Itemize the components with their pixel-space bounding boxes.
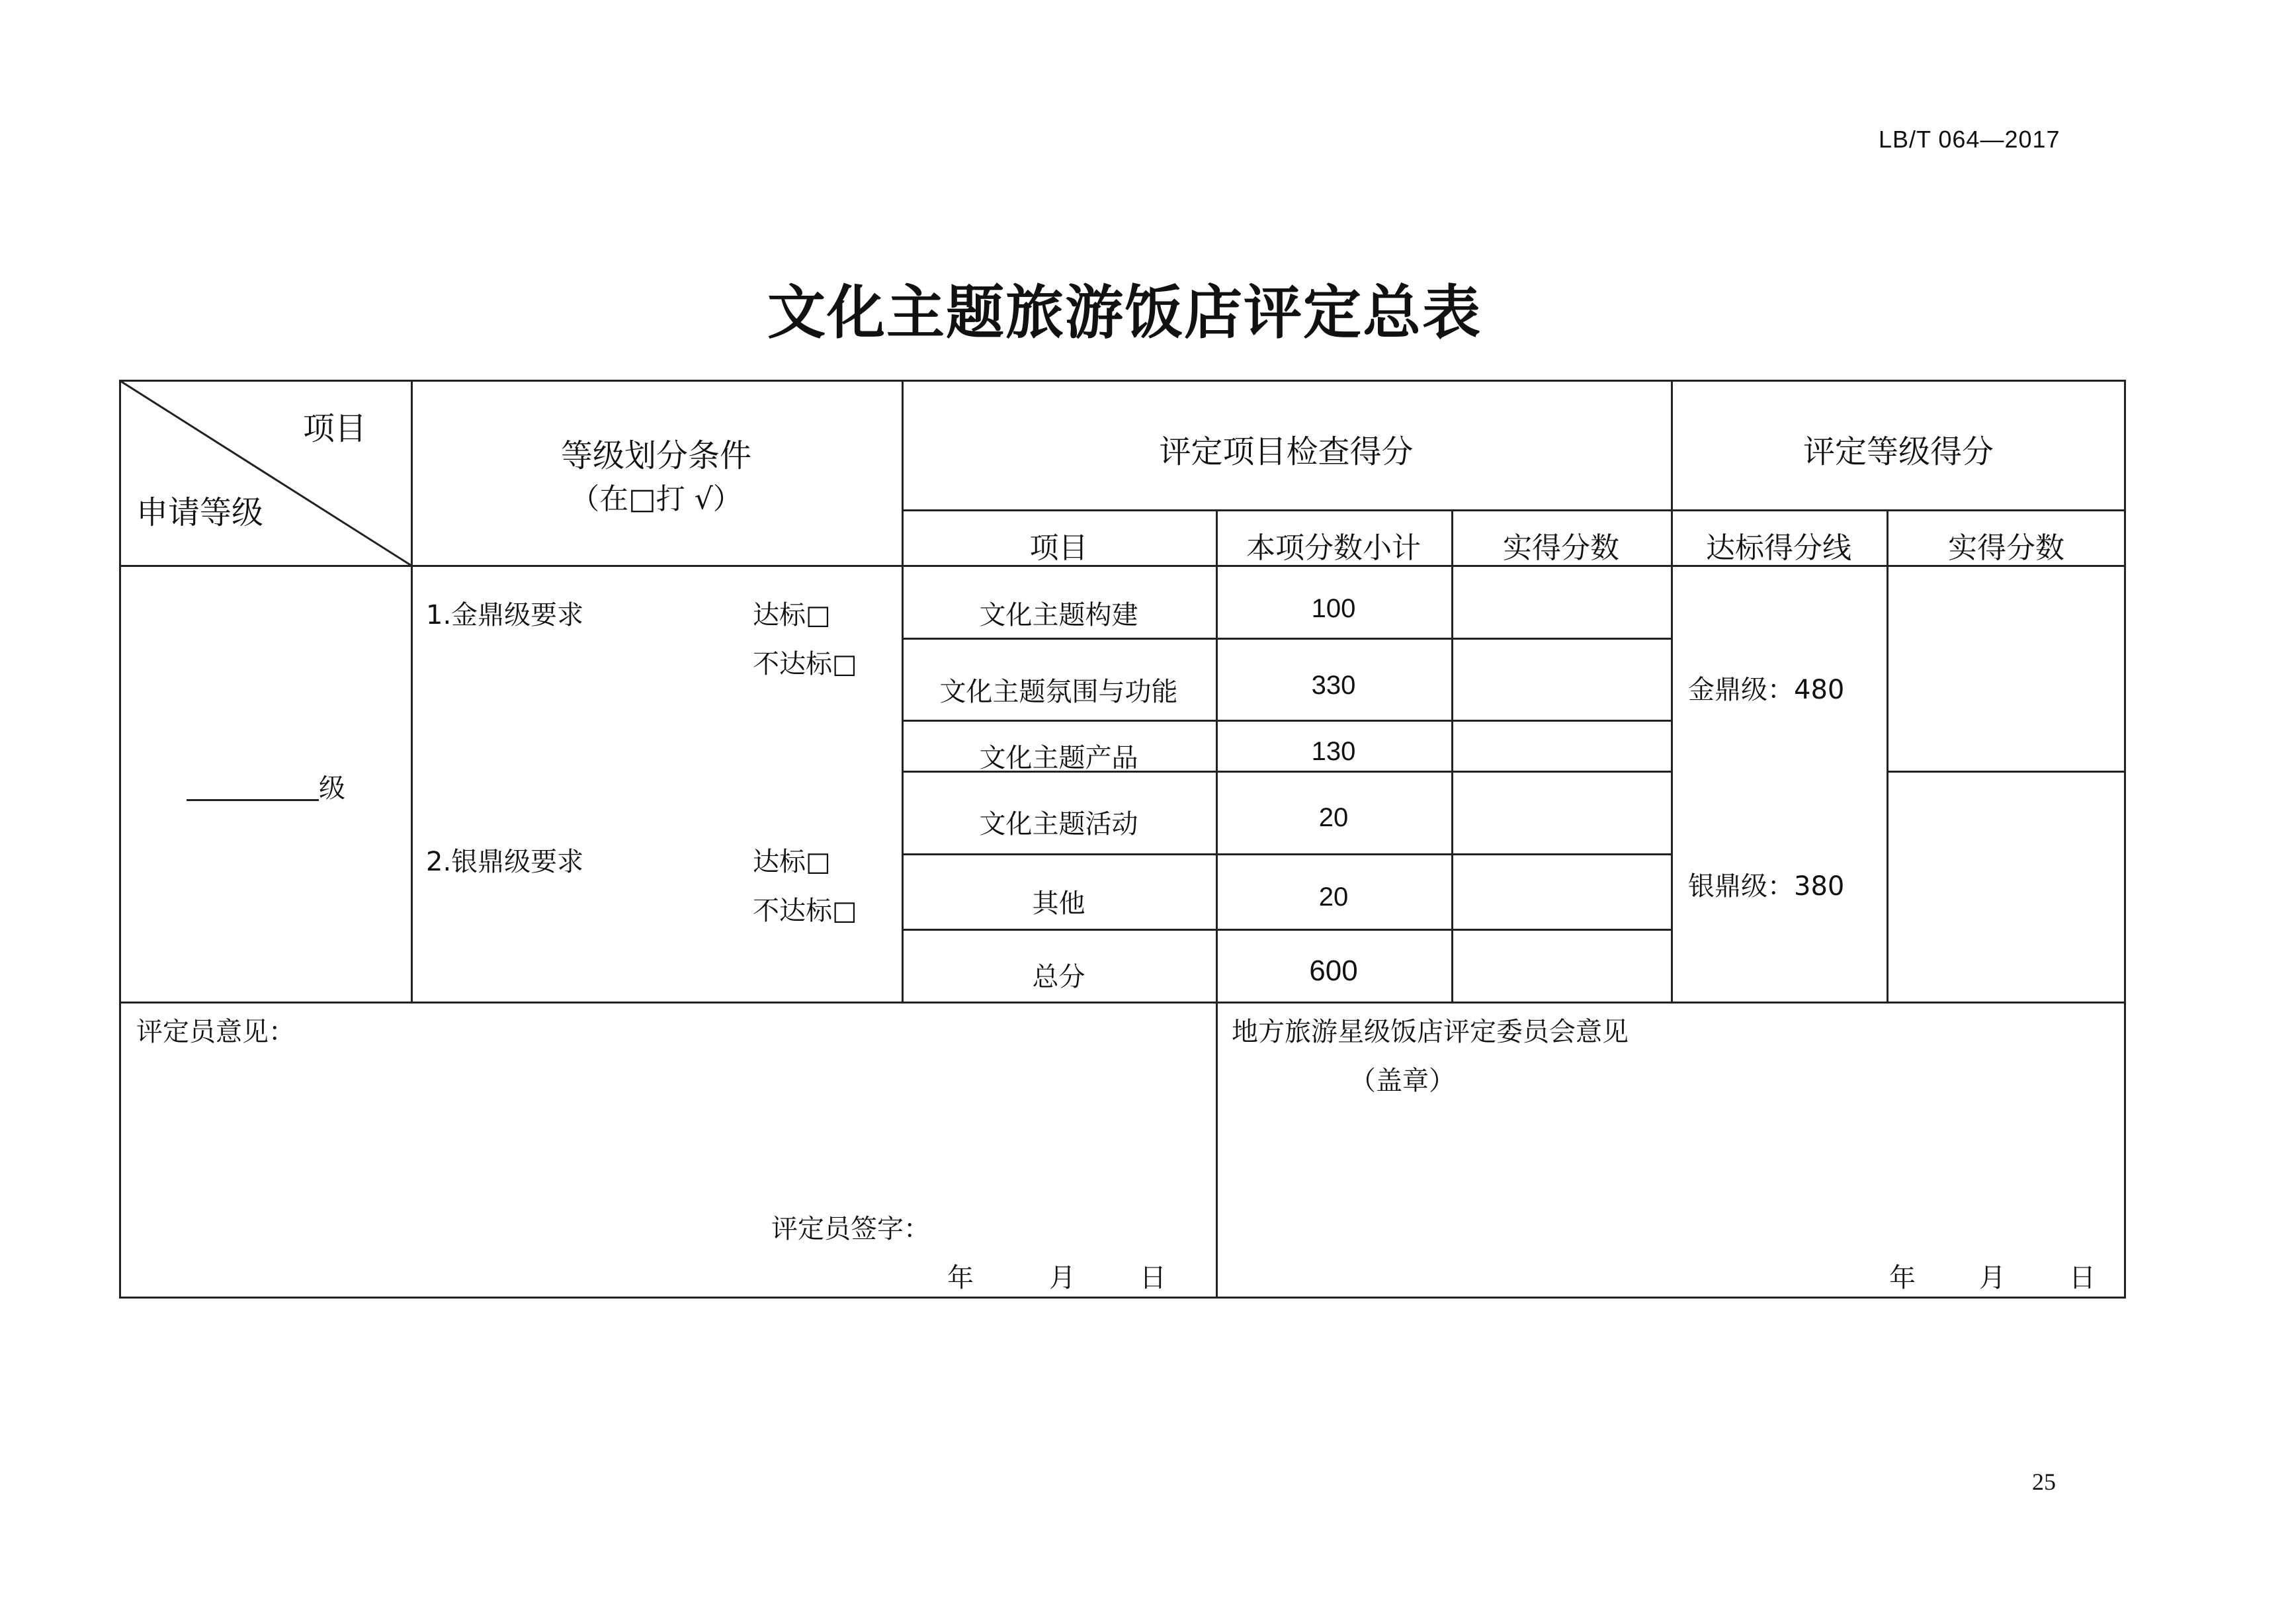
subheader-actual: 实得分数 bbox=[1503, 531, 1619, 565]
committee-opinion-label: 地方旅游星级饭店评定委员会意见 bbox=[1232, 1017, 1629, 1047]
total-actual-score[interactable] bbox=[1453, 931, 1669, 1000]
silver-requirement-label: 2.银鼎级要求 bbox=[426, 847, 584, 877]
assessor-signature-label: 评定员签字： bbox=[771, 1214, 930, 1244]
committee-date-month: 月 bbox=[1979, 1263, 2006, 1293]
standard-code: LB/T 064—2017 bbox=[1879, 126, 2060, 153]
silver-actual-level-score[interactable] bbox=[1889, 773, 2124, 1000]
assessor-date-month: 月 bbox=[1049, 1263, 1076, 1293]
assessor-opinion-field[interactable] bbox=[121, 1052, 1214, 1204]
page-title: 文化主题旅游饭店评定总表 bbox=[767, 278, 1482, 347]
gold-requirement-label: 1.金鼎级要求 bbox=[426, 600, 584, 630]
item-name: 其他 bbox=[1032, 888, 1085, 919]
gold-fail-checkbox[interactable]: 不达标□ bbox=[753, 649, 857, 679]
item-points: 100 bbox=[1311, 594, 1356, 623]
item-actual-score[interactable] bbox=[1453, 722, 1669, 769]
item-points: 330 bbox=[1311, 671, 1356, 700]
subheader-item: 项目 bbox=[1029, 531, 1088, 565]
item-name: 文化主题活动 bbox=[979, 809, 1138, 839]
corner-diagonal bbox=[119, 380, 413, 567]
subheader-subtotal: 本项分数小计 bbox=[1246, 531, 1421, 565]
committee-date-year: 年 bbox=[1889, 1263, 1916, 1293]
total-label: 总分 bbox=[1032, 962, 1085, 992]
item-points: 130 bbox=[1311, 737, 1356, 766]
item-points: 20 bbox=[1318, 882, 1349, 912]
conditions-header: 等级划分条件 bbox=[560, 437, 751, 474]
committee-opinion-field[interactable] bbox=[1218, 1105, 2122, 1250]
item-actual-score[interactable] bbox=[1453, 568, 1669, 636]
item-name: 文化主题产品 bbox=[979, 743, 1138, 773]
item-points: 20 bbox=[1318, 803, 1349, 832]
inspection-header: 评定项目检查得分 bbox=[1159, 433, 1414, 470]
applied-level-field[interactable] bbox=[187, 782, 319, 801]
silver-fail-checkbox[interactable]: 不达标□ bbox=[753, 896, 857, 926]
item-actual-score[interactable] bbox=[1453, 856, 1669, 927]
gold-threshold: 金鼎级：480 bbox=[1688, 675, 1845, 705]
corner-item-label: 项目 bbox=[303, 410, 367, 447]
total-points: 600 bbox=[1309, 955, 1358, 987]
committee-seal-label: （盖章） bbox=[1349, 1066, 1455, 1096]
level-header: 评定等级得分 bbox=[1803, 433, 1994, 470]
assessor-date-year: 年 bbox=[947, 1263, 974, 1293]
page-number: 25 bbox=[2032, 1469, 2056, 1495]
corner-level-label: 申请等级 bbox=[136, 494, 264, 531]
item-name: 文化主题氛围与功能 bbox=[939, 677, 1178, 707]
committee-date-day: 日 bbox=[2069, 1263, 2096, 1293]
gold-pass-checkbox[interactable]: 达标□ bbox=[753, 600, 831, 630]
gold-actual-level-score[interactable] bbox=[1889, 568, 2124, 769]
silver-pass-checkbox[interactable]: 达标□ bbox=[753, 847, 831, 877]
silver-threshold: 银鼎级：380 bbox=[1688, 871, 1845, 902]
applied-level-suffix: 级 bbox=[319, 773, 345, 804]
assessor-opinion-label: 评定员意见： bbox=[136, 1017, 295, 1047]
subheader-threshold: 达标得分线 bbox=[1706, 531, 1851, 565]
assessor-date-day: 日 bbox=[1140, 1263, 1166, 1293]
subheader-actual-level: 实得分数 bbox=[1948, 531, 2064, 565]
item-actual-score[interactable] bbox=[1453, 640, 1669, 718]
item-name: 文化主题构建 bbox=[979, 600, 1138, 630]
conditions-header-note: （在□打 √） bbox=[570, 482, 742, 516]
item-actual-score[interactable] bbox=[1453, 773, 1669, 852]
